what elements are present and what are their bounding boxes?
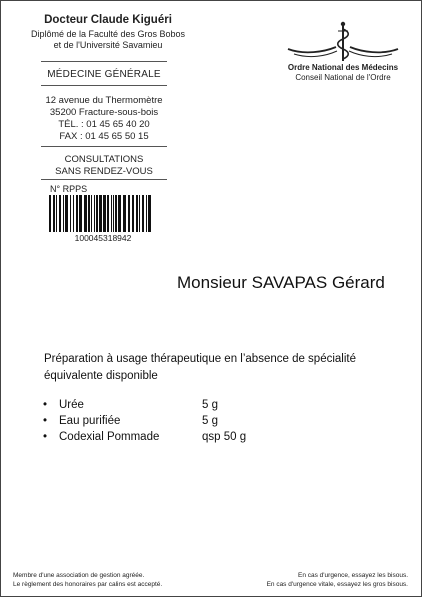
barcode-bar (94, 195, 95, 232)
barcode-bar (88, 195, 90, 232)
barcode-bar (148, 195, 151, 232)
patient-name: Monsieur SAVAPAS Gérard (177, 273, 385, 292)
barcode-bar (91, 195, 92, 232)
barcode-bar (146, 195, 147, 232)
footer-association: Membre d'une association de gestion agréée. (13, 572, 145, 579)
barcode-bar (142, 195, 144, 232)
barcode-bar (84, 195, 87, 232)
consult-divider (41, 179, 167, 180)
consultations-line1: CONSULTATIONS (64, 154, 144, 165)
barcode-bar (76, 195, 78, 232)
barcode-bar (63, 195, 64, 232)
header-divider (41, 61, 167, 62)
item-quantity: 5 g (202, 415, 218, 427)
footer-emergency: En cas d'urgence, essayez les bisous. (298, 572, 408, 579)
barcode-bar (123, 195, 126, 232)
address-street: 12 avenue du Thermomètre (45, 95, 163, 106)
barcode-bar (79, 195, 82, 232)
barcode-bar (49, 195, 51, 232)
barcode-bar (56, 195, 57, 232)
caduceus-icon (284, 19, 402, 64)
item-name: Codexial Pommade (59, 431, 160, 443)
barcode-bar (103, 195, 106, 232)
bullet-icon: • (43, 431, 48, 443)
barcode-bar (107, 195, 109, 232)
doctor-diploma-line1: Diplômé de la Faculté des Gros Bobos (30, 29, 186, 39)
barcode-bar (59, 195, 61, 232)
phone-number: TÉL. : 01 45 65 40 20 (58, 119, 150, 130)
barcode-bar (132, 195, 134, 232)
item-name: Urée (59, 399, 84, 411)
barcode-bar (113, 195, 114, 232)
barcode-bar (136, 195, 138, 232)
consultations-line2: SANS RENDEZ-VOUS (55, 166, 153, 177)
doctor-name: Docteur Claude Kiguéri (44, 14, 172, 26)
barcode-bar (128, 195, 130, 232)
specialty-divider (41, 85, 167, 86)
item-name: Eau purifiée (59, 415, 121, 427)
item-quantity: 5 g (202, 399, 218, 411)
barcode-bar (65, 195, 68, 232)
rpps-number: 100045318942 (74, 233, 132, 243)
barcode-bar (53, 195, 55, 232)
rpps-barcode (48, 195, 152, 232)
item-quantity: qsp 50 g (202, 431, 247, 443)
address-city: 35200 Fracture-sous-bois (49, 107, 159, 118)
barcode-bar (70, 195, 71, 232)
prescription-intro: Préparation à usage thérapeutique en l’absence de spécialité équivalente disponible (44, 353, 356, 382)
doctor-diploma-line2: et de l'Université Savamieu (53, 40, 163, 50)
bullet-icon: • (43, 415, 48, 427)
ordre-subtitle: Conseil National de l'Ordre (295, 73, 391, 82)
barcode-bar (73, 195, 74, 232)
bullet-icon: • (43, 399, 48, 411)
contact-divider (41, 146, 167, 147)
barcode-bar (115, 195, 117, 232)
barcode-bar (139, 195, 140, 232)
footer-vital-emergency: En cas d'urgence vitale, essayez les gros bisous. (266, 581, 408, 588)
barcode-bar (96, 195, 98, 232)
barcode-bar (118, 195, 121, 232)
barcode-bar (99, 195, 102, 232)
rpps-label: N° RPPS (50, 184, 88, 194)
barcode-bar (111, 195, 112, 232)
fax-number: FAX : 01 45 65 50 15 (59, 131, 149, 142)
ordre-title: Ordre National des Médecins (287, 63, 399, 72)
footer-payment: Le règlement des honoraires par calins est accepté. (13, 581, 163, 588)
doctor-specialty: MÉDECINE GÉNÉRALE (47, 69, 161, 80)
